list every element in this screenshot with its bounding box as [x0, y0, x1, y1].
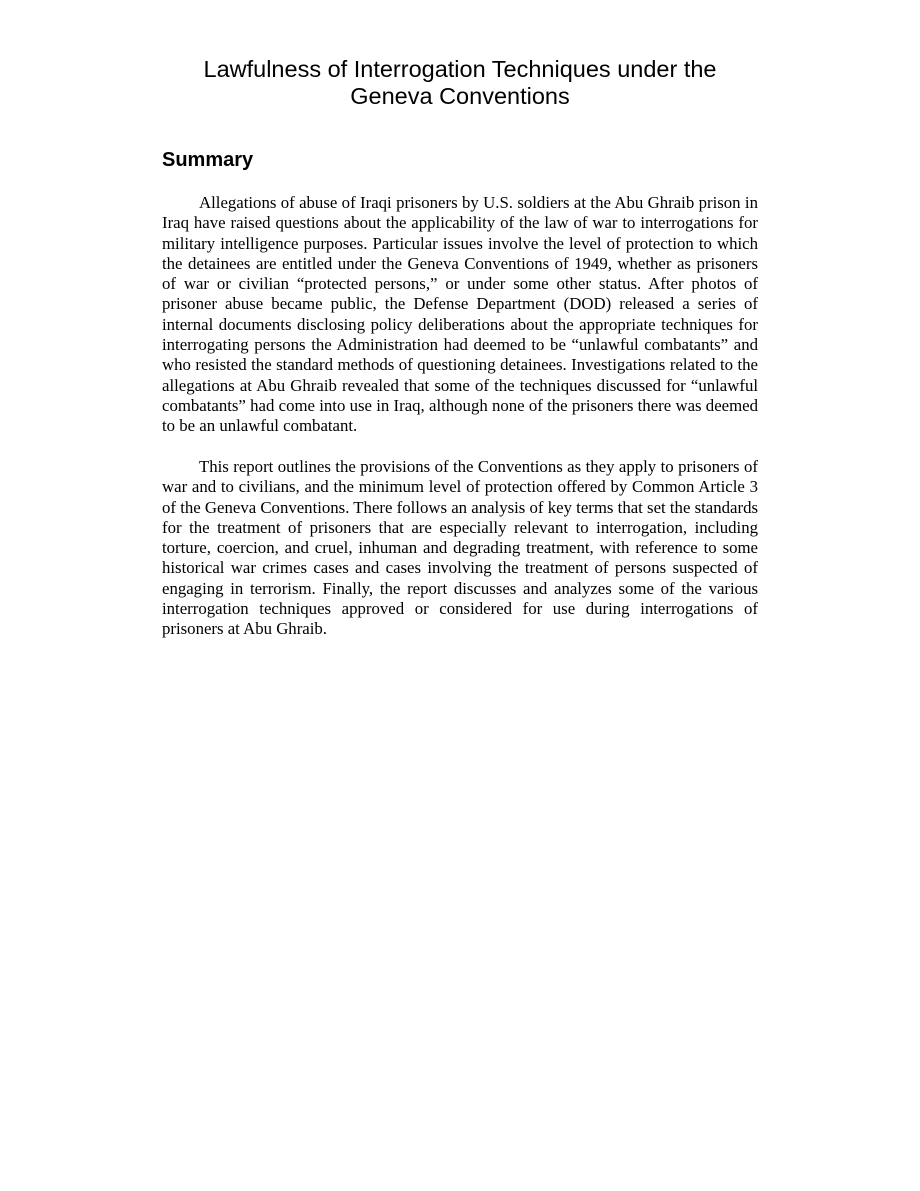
summary-paragraph-1: Allegations of abuse of Iraqi prisoners by U.S. soldiers at the Abu Ghraib prison in Iraq have raised questions about the applicability of the law of war to interrogations for military intelligence purposes. Particular issues involve the level of protection to which the detainees are entitled under the Geneva Conventions of 1949, whether as prisoners of war or civilian “protected persons,” or under some other status. After photos of prisoner abuse became public, the Defense Department (DOD) released a series of internal documents disclosing policy deliberations about the appropriate techniques for interrogating persons the Administration had deemed to be “unlawful combatants” and who resisted the standard methods of questioning detainees. Investigations related to the allegations at Abu Ghraib revealed that some of the techniques discussed for “unlawful combatants” had come into use in Iraq, although none of the prisoners there was deemed to be an unlawful combatant. — [162, 193, 758, 436]
document-title-line-2: Geneva Conventions — [350, 83, 570, 109]
document-title-line-1: Lawfulness of Interrogation Techniques under the — [203, 56, 717, 82]
section-heading-summary: Summary — [162, 149, 254, 171]
summary-paragraph-2: This report outlines the provisions of the Conventions as they apply to prisoners of war and to civilians, and the minimum level of protection offered by Common Article 3 of the Geneva Conventions. There follows an analysis of key terms that set the standards for the treatment of prisoners that are especially relevant to interrogation, including torture, coercion, and cruel, inhuman and degrading treatment, with reference to some historical war crimes cases and cases involving the treatment of persons suspected of engaging in terrorism. Finally, the report discusses and analyzes some of the various interrogation techniques approved or considered for use during interrogations of prisoners at Abu Ghraib. — [162, 457, 758, 639]
document-title — [160, 56, 760, 110]
